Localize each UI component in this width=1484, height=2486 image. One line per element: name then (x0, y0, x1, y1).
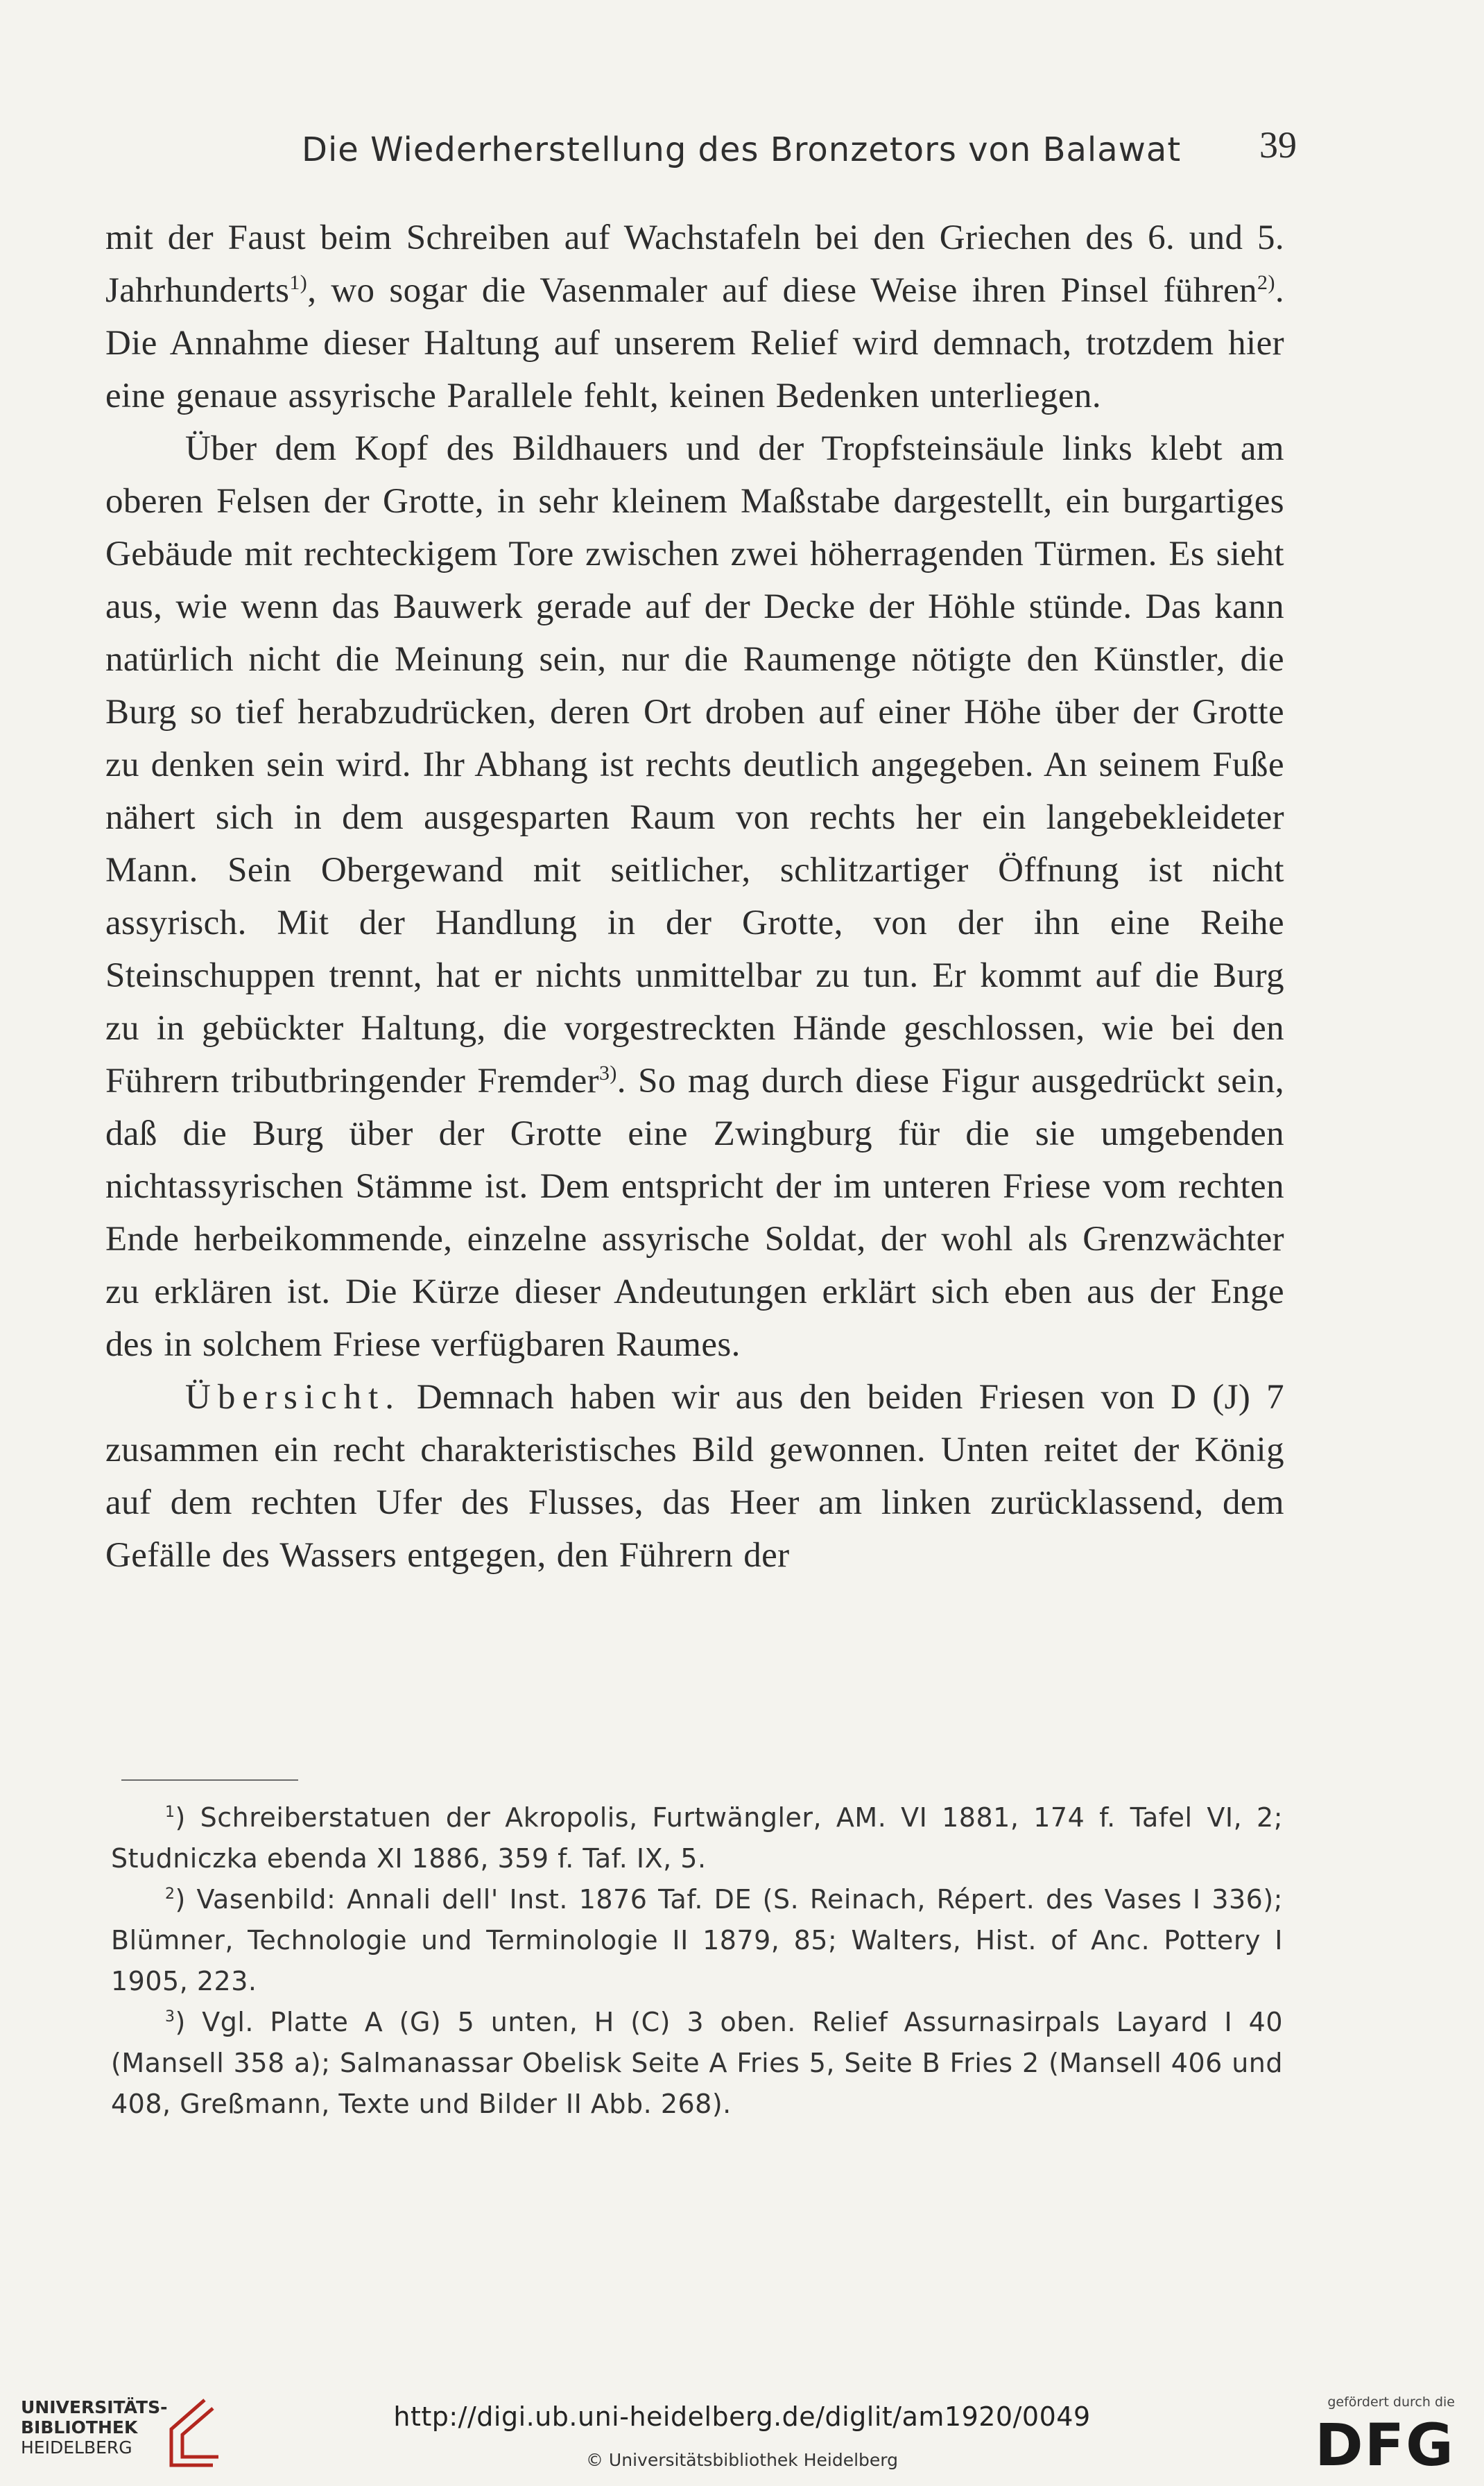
permalink[interactable]: http://digi.ub.uni-heidelberg.de/diglit/am1920/0049 (393, 2401, 1091, 2432)
footnotes (111, 1797, 1283, 2125)
footnote-2 (111, 1879, 1283, 2002)
footnote-3-text: ) Vgl. Platte A (G) 5 unten, H (C) 3 oben. Relief Assurnasirpals Layard I 40 (Mansell 358 a); Salmanassar Obelisk Seite A Fries 5, Seite B Fries 2 (Mansell 406 und 408, Greßmann, Texte und Bilder II Abb. 268). (111, 2007, 1283, 2119)
library-name-line-3: HEIDELBERG (21, 2437, 132, 2458)
paragraph-3-part-a: Demnach haben wir aus den beiden Friesen von D (J) 7 zusammen ein recht charakteristisches Bild gewonnen. Unten reitet der König auf dem rechten Ufer des Flusses, das Heer am linken zurücklassend, dem Gefälle des Wassers entgegen, den Führern der (105, 1378, 1284, 1575)
page-number: 39 (1259, 124, 1297, 166)
paragraph-2-part-a: Über dem Kopf des Bildhauers und der Tropfsteinsäule links klebt am oberen Felsen der Grotte, in sehr kleinem Maßstabe dargestellt, ein burgartiges Gebäude mit rechteckigem Tore zwischen zwei höherragenden Türmen. Es sieht aus, wie wenn das Bauwerk gerade auf der Decke der Höhle stünde. Das kann natürlich nicht die Meinung sein, nur die Raumenge nötigte den Künstler, die Burg so tief herabzudrücken, deren Ort droben auf einer Höhe über der Grotte zu denken sein wird. Ihr Abhang ist rechts deutlich angegeben. An seinem Fuße nähert sich in dem ausgesparten Raum von rechts her ein langebekleideter Mann. Sein Obergewand mit seitlicher, schlitzartiger Öffnung ist nicht assyrisch. Mit der Handlung in der Grotte, von der ihn eine Reihe Steinschuppen trennt, hat er nichts unmittelbar zu tun. Er kommt auf die Burg zu in gebückter Haltung, die vorgestreckten Hände geschlossen, wie bei den Führern tributbringender Fremder (105, 429, 1284, 1100)
footnote-divider (121, 1779, 298, 1781)
running-title: Die Wiederherstellung des Bronzetors von Balawat (302, 130, 1182, 169)
running-head (104, 122, 1297, 178)
funder-label: gefördert durch die (1327, 2394, 1455, 2410)
library-name-line-2: BIBLIOTHEK (21, 2417, 138, 2437)
copyright-notice: © Universitätsbibliothek Heidelberg (585, 2450, 898, 2470)
paragraph-1 (105, 212, 1284, 422)
footnote-1 (111, 1797, 1283, 1879)
footnote-1-mark: 1 (165, 1804, 175, 1821)
footnote-3-mark: 3 (165, 2008, 175, 2026)
paragraph-2 (105, 422, 1284, 1371)
funder-logo[interactable] (1302, 2394, 1455, 2478)
paragraph-3 (105, 1371, 1284, 1582)
library-name-line-1: UNIVERSITÄTS- (21, 2397, 168, 2417)
body-text (105, 212, 1284, 1582)
footnote-3 (111, 2002, 1283, 2125)
footnote-ref-3: 3) (599, 1062, 617, 1085)
footnote-ref-2: 2) (1257, 271, 1275, 294)
footnote-ref-1: 1) (289, 271, 308, 294)
footnote-2-mark: 2 (165, 1885, 175, 1903)
funder-name: DFG (1314, 2411, 1455, 2479)
digitization-footer (0, 2354, 1484, 2486)
paragraph-1-part-c: . Die Annahme dieser Haltung auf unserem Relief wird demnach, trotzdem hier eine genaue assyrische Parallele fehlt, keinen Bedenken unterliegen. (105, 271, 1284, 415)
paragraph-2-part-b: . So mag durch diese Figur ausgedrückt sein, daß die Burg über der Grotte eine Zwingburg für die sie umgebenden nichtassyrischen Stämme ist. Dem entspricht der im unteren Friese vom rechten Ende herbeikommende, einzelne assyrische Soldat, der wohl als Grenzwächter zu erklären ist. Die Kürze dieser Andeutungen erklärt sich eben aus der Enge des in solchem Friese verfügbaren Raumes. (105, 1062, 1284, 1364)
paragraph-1-part-b: , wo sogar die Vasenmaler auf diese Weise ihren Pinsel führen (307, 271, 1258, 310)
section-keyword: Übersicht. (185, 1378, 402, 1417)
footnote-2-text: ) Vasenbild: Annali dell' Inst. 1876 Taf. DE (S. Reinach, Répert. des Vases I 336); Blümner, Technologie und Terminologie II 1879, 85; Walters, Hist. of Anc. Pottery I 1905, 223. (111, 1884, 1283, 1996)
footnote-1-text: ) Schreiberstatuen der Akropolis, Furtwängler, AM. VI 1881, 174 f. Tafel VI, 2; Studniczka ebenda XI 1886, 359 f. Taf. IX, 5. (111, 1802, 1283, 1874)
paragraph-1-part-a: mit der Faust beim Schreiben auf Wachstafeln bei den Griechen des 6. und 5. Jahrhunderts (105, 218, 1284, 310)
